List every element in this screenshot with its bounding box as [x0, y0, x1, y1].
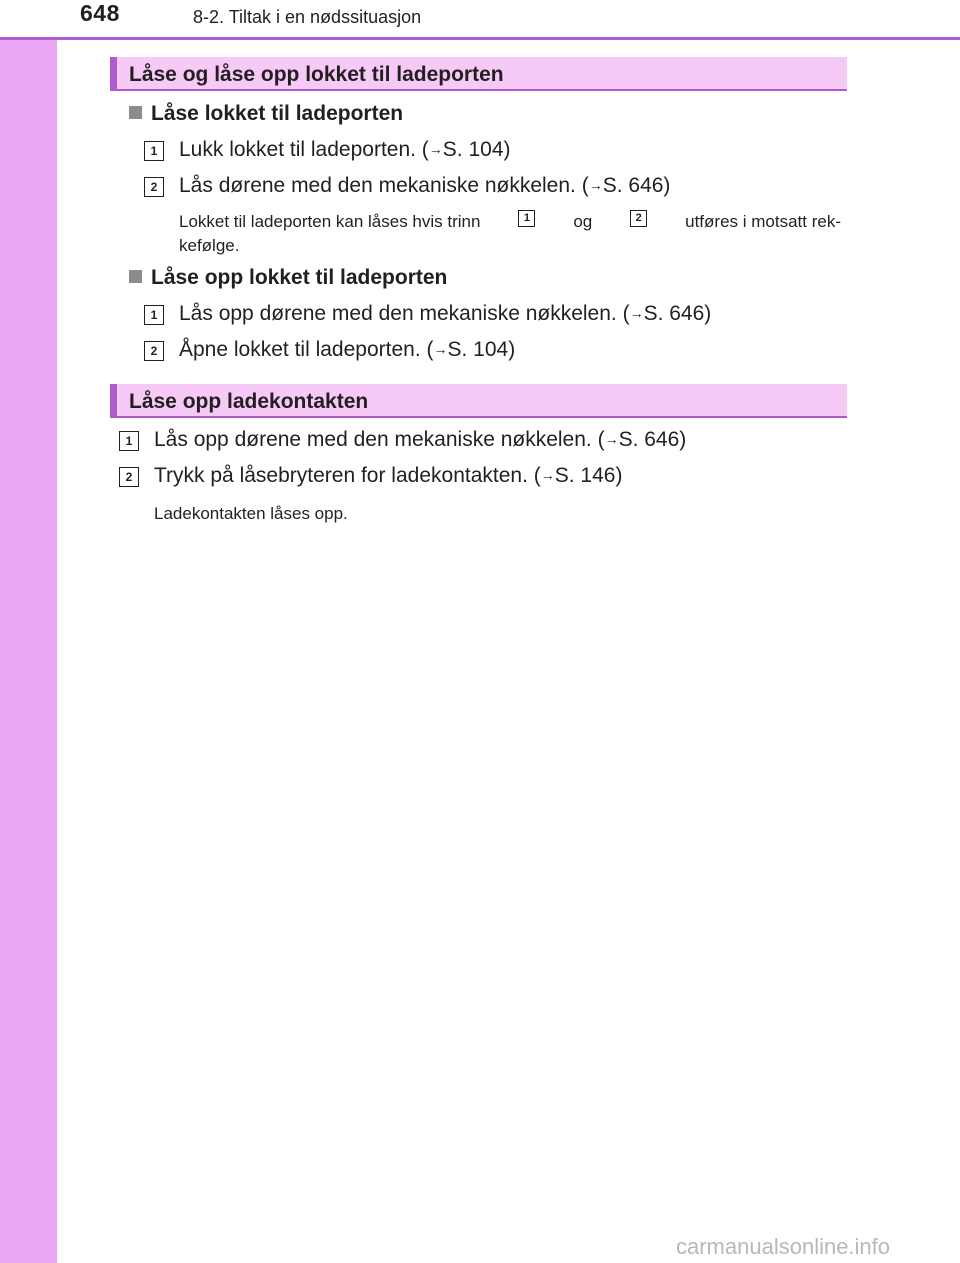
step-number: 2: [119, 467, 139, 487]
square-bullet-icon: [129, 270, 142, 283]
step-number: 2: [144, 341, 164, 361]
note-text: Ladekontakten låses opp.: [154, 504, 348, 523]
page-reference[interactable]: S. 104): [442, 138, 511, 161]
arrow-right-icon: →: [588, 177, 603, 193]
step-number-inline: 1: [518, 210, 535, 227]
page-reference[interactable]: S. 646): [602, 174, 671, 197]
section-title: Låse opp ladekontakten: [129, 390, 369, 413]
page-reference[interactable]: S. 646): [643, 302, 712, 325]
side-tab-bar: [0, 40, 57, 1263]
step-text: Lukk lokket til ladeporten. (→S. 104): [179, 138, 511, 161]
subheading-unlock-lid: Låse opp lokket til ladeporten: [129, 266, 447, 290]
arrow-right-icon: →: [540, 467, 555, 483]
page-reference[interactable]: S. 104): [447, 338, 516, 361]
step-number: 1: [144, 305, 164, 325]
arrow-right-icon: →: [629, 305, 644, 321]
page-reference[interactable]: S. 146): [554, 464, 623, 487]
step-number: 1: [144, 141, 164, 161]
step-text: Lås dørene med den mekaniske nøkkelen. (→S. 646): [179, 174, 671, 197]
step-number: 2: [144, 177, 164, 197]
watermark: carmanualsonline.info: [676, 1234, 891, 1259]
chapter-title: 8-2. Tiltak i en nødssituasjon: [193, 7, 422, 27]
page-number: 648: [80, 0, 120, 26]
note-text: Lokket til ladeporten kan låses hvis trinn 1 og 2 utføres i motsatt rek- kefølge.: [179, 212, 841, 255]
arrow-right-icon: →: [433, 341, 448, 357]
step-number: 1: [119, 431, 139, 451]
arrow-right-icon: →: [604, 431, 619, 447]
step-text: Trykk på låsebryteren for ladekontakten. (→S. 146): [154, 464, 623, 487]
step-number-inline: 2: [630, 210, 647, 227]
subheading-lock-lid: Låse lokket til ladeporten: [129, 102, 403, 126]
step-text: Lås opp dørene med den mekaniske nøkkelen. (→S. 646): [179, 302, 712, 325]
page-reference[interactable]: S. 646): [618, 428, 687, 451]
section-title-box-connector: [110, 384, 847, 418]
section-title-box-lid: [110, 57, 847, 91]
arrow-right-icon: →: [428, 141, 443, 157]
step-text: Lås opp dørene med den mekaniske nøkkelen. (→S. 646): [154, 428, 687, 451]
step-text: Åpne lokket til ladeporten. (→S. 104): [179, 338, 516, 361]
section-title: Låse og låse opp lokket til ladeporten: [129, 63, 504, 86]
header-rule: [0, 37, 960, 40]
square-bullet-icon: [129, 106, 142, 119]
